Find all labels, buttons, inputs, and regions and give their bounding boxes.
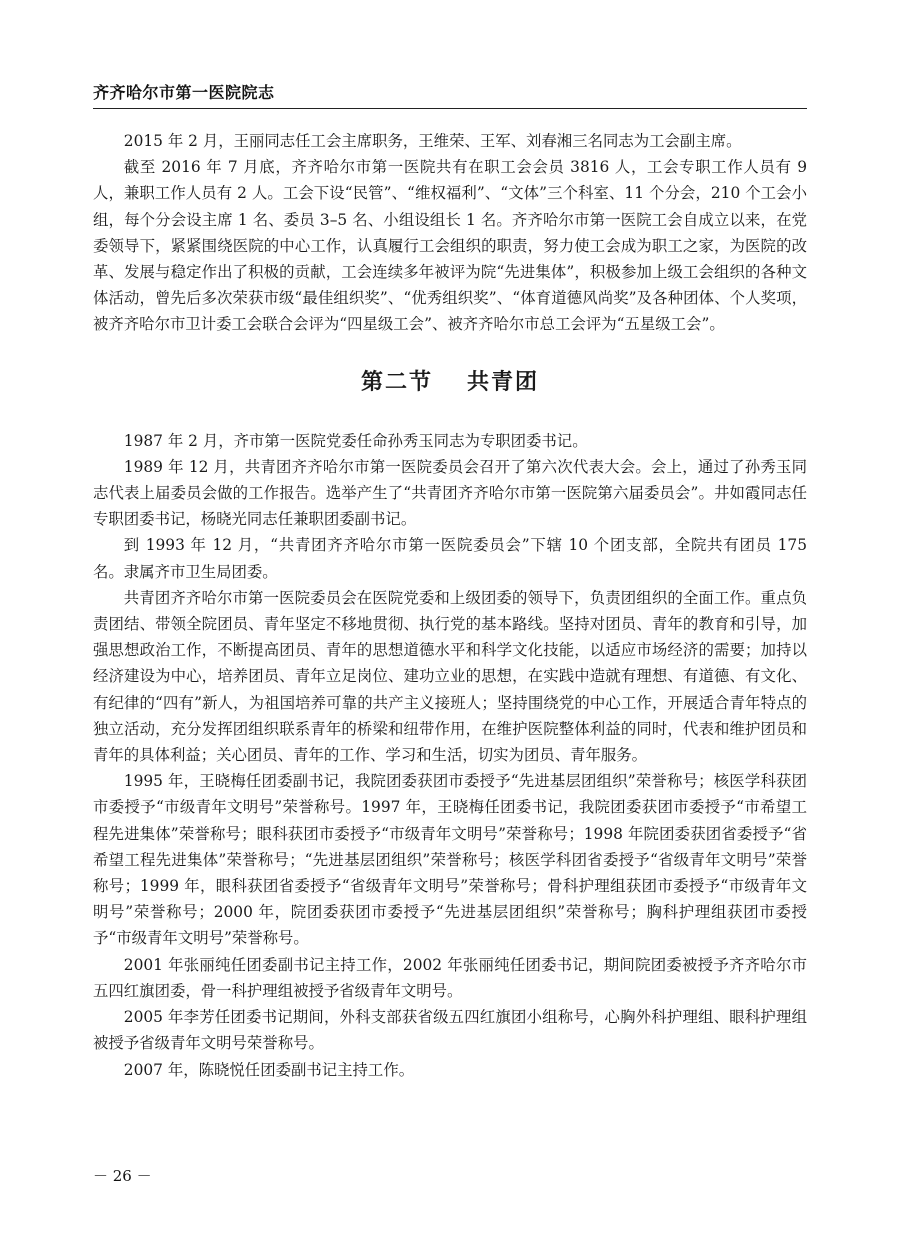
page-number: － 26 － bbox=[93, 1167, 152, 1185]
header-divider bbox=[93, 108, 807, 109]
paragraph: 2015 年 2 月，王丽同志任工会主席职务，王维荣、王军、刘春湘三名同志为工会副主席。 bbox=[123, 132, 742, 150]
paragraph: 2005 年李芳任团委书记期间，外科支部获省级五四红旗团小组称号，心胸外科护理组、眼科护理组被授予省级青年文明号荣誉称号。 bbox=[93, 1008, 807, 1053]
paragraph: 到 1993 年 12 月，“共青团齐齐哈尔市第一医院委员会”下辖 10 个团支部，全院共有团员 175 名。隶属齐市卫生局团委。 bbox=[93, 536, 807, 581]
section-name: 共青团 bbox=[467, 368, 540, 395]
book-title: 齐齐哈尔市第一医院院志 bbox=[93, 83, 275, 102]
section-number: 第二节 bbox=[360, 368, 433, 395]
paragraph: 1995 年，王晓梅任团委副书记，我院团委获团市委授予“先进基层团组织”荣誉称号；核医学科获团市委授予“市级青年文明号”荣誉称号。1997 年，王晓梅任团委书记，我院团委获团市委授予“市希望工程先进集体”荣誉称号；眼科获团市委授予“市级青年文明号”荣誉称号；1998 年院团委获团省委授予“省希望工程先进集体”荣誉称号；“先进基层团组织”荣誉称号；核医学科团省委授予“省级青年文明号”荣誉称号；1999 年，眼科获团省委授予“省级青年文明号”荣誉称号；骨科护理组获团市委授予“市级青年文明号”荣誉称号；2000 年，院团委获团市委授予“先进基层团组织”荣誉称号；胸科护理组获团市委授予“市级青年文明号”荣誉称号。 bbox=[93, 772, 807, 948]
page-body bbox=[93, 128, 807, 1083]
section-heading bbox=[93, 368, 807, 396]
paragraph: 2001 年张丽纯任团委副书记主持工作，2002 年张丽纯任团委书记，期间院团委被授予齐齐哈尔市五四红旗团委，骨一科护理组被授予省级青年文明号。 bbox=[93, 955, 807, 1000]
running-header bbox=[93, 82, 807, 109]
paragraph: 共青团齐齐哈尔市第一医院委员会在医院党委和上级团委的领导下，负责团组织的全面工作。重点负责团结、带领全院团员、青年坚定不移地贯彻、执行党的基本路线。坚持对团员、青年的教育和引导，加强思想政治工作，不断提高团员、青年的思想道德水平和科学文化技能，以适应市场经济的需要；加持以经济建设为中心，培养团员、青年立足岗位、建功立业的思想，在实践中造就有理想、有道德、有文化、有纪律的“四有”新人，为祖国培养可靠的共产主义接班人；坚持围绕党的中心工作，开展适合青年特点的独立活动，充分发挥团组织联系青年的桥梁和纽带作用，在维护医院整体利益的同时，代表和维护团员和青年的具体利益；关心团员、青年的工作、学习和生活，切实为团员、青年服务。 bbox=[93, 588, 807, 765]
paragraph: 1989 年 12 月，共青团齐齐哈尔市第一医院委员会召开了第六次代表大会。会上，通过了孙秀玉同志代表上届委员会做的工作报告。选举产生了“共青团齐齐哈尔市第一医院第六届委员会”。井如霞同志任专职团委书记，杨晓光同志任兼职团委副书记。 bbox=[93, 457, 807, 529]
paragraph: 截至 2016 年 7 月底，齐齐哈尔市第一医院共有在职工会会员 3816 人，工会专职工作人员有 9 人，兼职工作人员有 2 人。工会下设“民管”、“维权福利”、“文体”三个科室、11 个分会，210 个工会小组，每个分会设主席 1 名、委员 3–5 名、小组设组长 1 名。齐齐哈尔市第一医院工会自成立以来，在党委领导下，紧紧围绕医院的中心工作，认真履行工会组织的职责，努力使工会成为职工之家，为医院的改革、发展与稳定作出了积极的贡献，工会连续多年被评为院“先进集体”，积极参加上级工会组织的各种文体活动，曾先后多次荣获市级“最佳组织奖”、“优秀组织奖”、“体育道德风尚奖”及各种团体、个人奖项，被齐齐哈尔市卫计委工会联合会评为“四星级工会”、被齐齐哈尔市总工会评为“五星级工会”。 bbox=[93, 158, 807, 334]
paragraph: 1987 年 2 月，齐市第一医院党委任命孙秀玉同志为专职团委书记。 bbox=[123, 431, 588, 450]
paragraph: 2007 年，陈晓悦任团委副书记主持工作。 bbox=[123, 1060, 415, 1079]
